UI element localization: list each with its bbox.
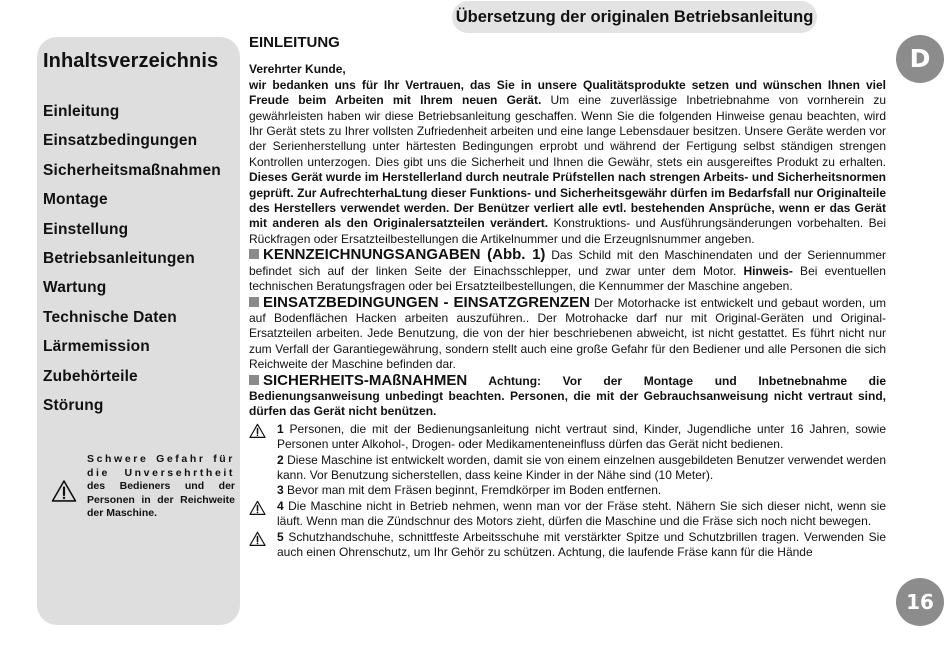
safety-item-3 (249, 483, 886, 498)
einsatz-section (249, 295, 886, 373)
danger-notice (51, 453, 235, 521)
toc-sidebar (37, 37, 240, 625)
header-title: Übersetzung der originalen Betriebsanleitung (455, 8, 814, 26)
section-heading-einsatz: EINSATZBEDINGUNGEN - EINSATZGRENZEN (263, 293, 590, 311)
safety-item-number: 3 (277, 483, 284, 498)
toc-item-einsatzbedingungen[interactable]: Einsatzbedingungen (43, 132, 198, 150)
safety-item-text: Bevor man mit dem Fräsen beginnt, Fremdkörper im Boden entfernen. (283, 483, 662, 498)
toc-item-laermemission[interactable]: Lärmemission (43, 338, 150, 356)
toc-item-stoerung[interactable]: Störung (43, 396, 104, 414)
safety-item-text: Schutzhandschuhe, schnittfeste Arbeitsschuhe mit verstärkter Spitze und Schutzbrillen tragen. Verwenden Sie auch einen Ohrenschutz, um Ihr Gehör zu schützen. Achtung, die laufende Fräse kann für die Hände (277, 529, 886, 559)
einsatz-text: Der Motorhacke ist entwickelt und gebaut worden, um auf Bodenflächen Hacken arbeiten auszuführen.. Der Motrohacke darf nur mit Original-Geräten und Original-Ersatzteilen arbeiten. Jede Benutzung, die von der hier beschriebenen abweicht, ist nicht gestattet. Es führt nicht nur zum Verfall der Garantiegewährung, sondern stellt auch eine große Gefahr für den Bediener und alle Personen die sich Reichweite der Maschine befinden dar. (249, 295, 886, 372)
warning-triangle-icon (249, 531, 266, 547)
safety-item-2 (249, 453, 886, 484)
toc-item-einstellung[interactable]: Einstellung (43, 220, 129, 238)
warning-triangle-icon (249, 500, 266, 516)
language-tab: D (896, 35, 944, 83)
danger-line-1: Schwere Gefahr für (87, 453, 235, 465)
section-heading-kennzeichnung: KENNZEICHNUNGSANGABEN (Abb. 1) (263, 246, 546, 264)
kennzeichnung-section (249, 247, 886, 294)
kenn-text-1: Das Schild mit den Maschinendaten und der Seriennummer befindet sich auf der linken Seite der Einachsschlepper, und zwar unter dem Motor. (249, 248, 886, 278)
sicherheit-section (249, 373, 886, 420)
section-bullet-icon (249, 375, 259, 385)
page-header (452, 1, 817, 33)
einleitung-text-1: Um eine zuverlässige Inbetriebnahme von vornherein zu gewährleisten haben wir diese Betriebsanleitung geschaffen. Wenn Sie die folgenden Hinweise genau beachten, wird Ihr Gerät stets zu Ihrer vollsten Zufriedenheit arbeiten und eine lange Lebensdauer besitzen. Unsere Geräte werden vor der Serienherstellung unter härtesten Bedingungen erprobt und während der Fertigung selbst ständigen strengen Kontrollen unterzogen. Dies gibt uns die Sicherheit und Ihnen die Gewähr, stets ein ausgereiftes Produkt zu erhalten. (249, 93, 886, 169)
safety-item-text: Die Maschine nicht in Betrieb nehmen, wenn man vor der Fräse steht. Nähern Sie sich dieser nicht, wenn sie läuft. Wenn man die Zündschnur des Motors zieht, dürfen die Maschine und die Fräse sich noch nicht bewegen. (277, 498, 886, 529)
toc-item-wartung[interactable]: Wartung (43, 279, 107, 297)
main-content (249, 34, 886, 560)
einleitung-text-2: Konstruktions- und Ausführungsänderungen vorbehalten. Bei Rückfragen oder Ersatzteilbestellungen die Artikelnummer und die Erzeugnlsnummer angeben. (249, 216, 887, 246)
einleitung-bold-2: Dieses Gerät wurde im Herstellerland durch neutrale Prüfstellen nach strengen Arbeits- und Sicherheitsnormen geprüft. Zur AufrechterhaLtung dieser Funktions- und Sicherheitsgewähr dürfen im Bedarfsfall nur Originalteile des Herstellers verwendet werden. Der Benützer verliert alle evtl. bestehenden Ansprüche, wenn er das Gerät mit anderen als den Originalersatzteilen verändert. (249, 170, 886, 231)
greeting: Verehrter Kunde, (249, 62, 346, 77)
danger-line-2: die Unversehrtheit (87, 466, 235, 479)
safety-item-4 (249, 499, 886, 530)
safety-item-text: Personen, die mit der Bedienungsanleitung nicht vertraut sind, Kinder, Jugendliche unter 16 Jahren, sowie Personen unter Alkohol-, Drogen- oder Medikamenteneinfluss dürfen das Gerät nicht bedienen. (277, 421, 886, 452)
toc-item-sicherheitsmassnahmen[interactable]: Sicherheitsmaßnahmen (43, 161, 221, 179)
einleitung-bold-1: wir bedanken uns für Ihr Vertrauen, das Sie in unsere Qualitätsprodukte setzen und wünschen Ihnen viel Freude beim Arbeiten mit Ihrem neuen Gerät. (249, 77, 886, 108)
einleitung-paragraph (249, 62, 886, 247)
section-bullet-icon (249, 297, 259, 307)
kenn-text-2: Bei eventuellen technischen Beratungsfragen oder bei Ersatzteilbestellungen, die Kennummer der Maschine angeben. (249, 263, 886, 294)
safety-item-1 (249, 422, 886, 453)
safety-item-number: 1 (277, 421, 284, 436)
safety-list (249, 422, 886, 561)
sicherheit-warning-text: Achtung: Vor der Montage und Inbetnebnahme die Bedienungsanweisung unbedingt beachten. Personen, die mit der Gebrauchsanweisung nicht vertraut sind, dürfen das Gerät nicht benützen. (249, 373, 886, 419)
page-number: 16 (896, 578, 944, 626)
toc-item-technische-daten[interactable]: Technische Daten (43, 308, 177, 326)
danger-line-rest: des Bedieners und der Personen in der Reichweite der Maschine. (87, 480, 235, 520)
toc-list (43, 101, 221, 424)
warning-triangle-icon (51, 461, 77, 521)
safety-item-number: 2 (277, 452, 284, 467)
toc-item-einleitung[interactable]: Einleitung (43, 103, 120, 120)
section-heading-sicherheit: SICHERHEITS-MAßNAHMEN (263, 371, 468, 389)
toc-item-zubehoerteile[interactable]: Zubehörteile (43, 367, 138, 385)
section-heading-einleitung: EINLEITUNG (249, 34, 340, 51)
section-bullet-icon (249, 249, 259, 259)
toc-item-betriebsanleitungen[interactable]: Betriebsanleitungen (43, 249, 195, 267)
warning-triangle-icon (249, 423, 266, 439)
safety-item-text: Diese Maschine ist entwickelt worden, damit sie von einem einzelnen ausgebildeten Benutzer verwendet werden kann. Vor Benutzung sicherstellen, dass keine Kinder in der Nähe sind (10 Meter). (277, 452, 886, 482)
toc-item-montage[interactable]: Montage (43, 191, 108, 209)
safety-item-5 (249, 530, 886, 561)
toc-title: Inhaltsverzeichnis (43, 50, 219, 72)
safety-item-number: 4 (277, 498, 284, 513)
danger-notice-text (87, 453, 235, 521)
safety-item-number: 5 (277, 529, 284, 544)
kenn-hinweis: Hinweis- (743, 263, 793, 278)
